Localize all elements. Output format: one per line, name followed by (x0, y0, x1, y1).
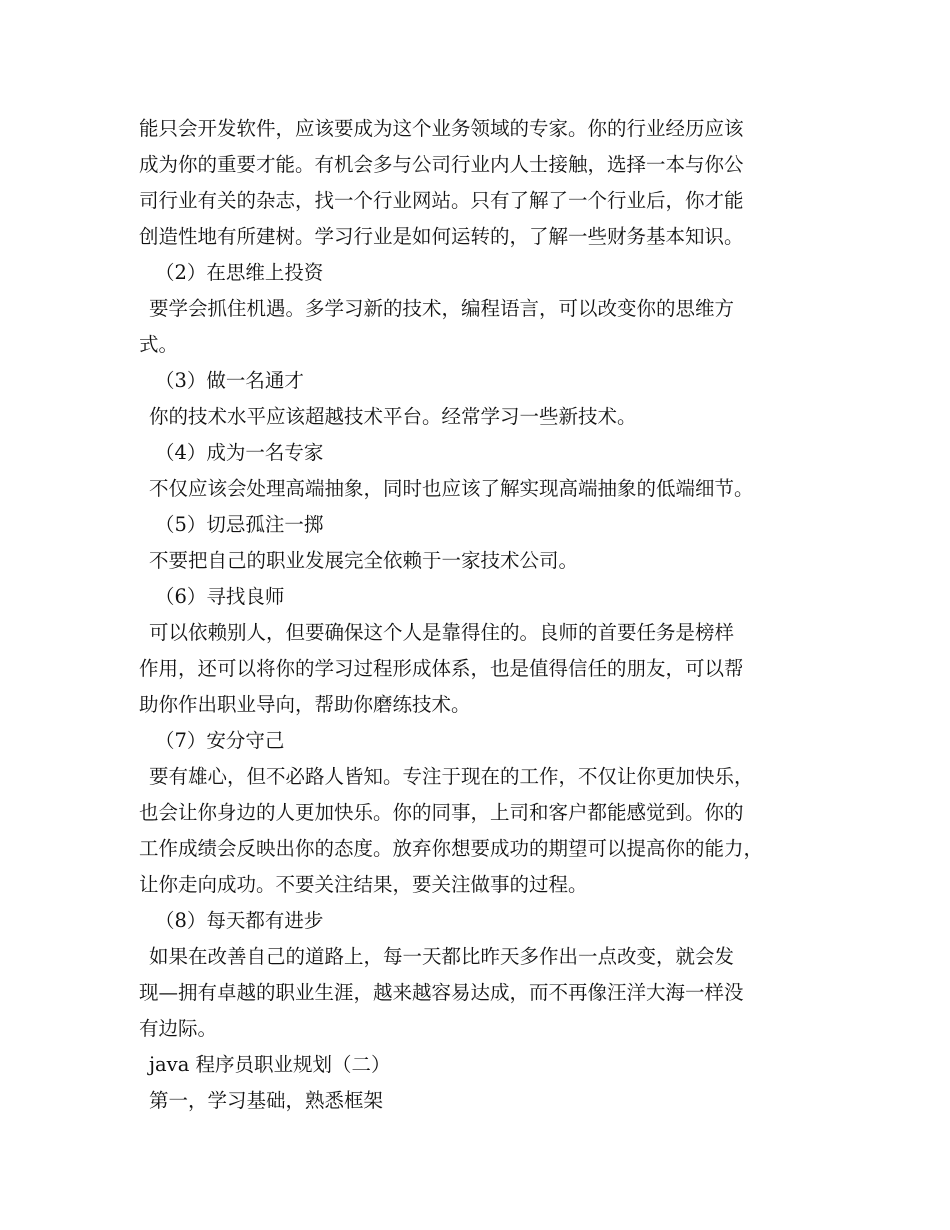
paragraph-line: 成为你的重要才能。有机会多与公司行业内人士接触，选择一本与你公 (139, 153, 744, 176)
paragraph-line: 工作成绩会反映出你的态度。放弃你想要成功的期望可以提高你的能力， (139, 837, 764, 860)
section-heading: 第一，学习基础，熟悉框架 (149, 1089, 384, 1112)
paragraph-line: 创造性地有所建树。学习行业是如何运转的，了解一些财务基本知识。 (139, 225, 744, 248)
paragraph-line: 不要把自己的职业发展完全依赖于一家技术公司。 (149, 549, 579, 572)
paragraph-line: 助你作出职业导向，帮助你磨练技术。 (139, 693, 471, 716)
section-heading: （5）切忌孤注一掷 (155, 513, 324, 536)
paragraph-line: 有边际。 (139, 1017, 218, 1040)
paragraph-line: 式。 (139, 333, 179, 356)
section-heading: （3）做一名通才 (155, 369, 304, 392)
paragraph-line: 现—拥有卓越的职业生涯，越来越容易达成，而不再像汪洋大海一样没 (139, 981, 744, 1004)
section-heading: （4）成为一名专家 (155, 441, 324, 464)
paragraph-line: 如果在改善自己的道路上，每一天都比昨天多作出一点改变，就会发 (149, 945, 735, 968)
paragraph-line: 可以依赖别人，但要确保这个人是靠得住的。良师的首要任务是榜样 (149, 621, 735, 644)
paragraph-line: 让你走向成功。不要关注结果，要关注做事的过程。 (139, 873, 588, 896)
paragraph-line: 司行业有关的杂志，找一个行业网站。只有了解了一个行业后，你才能 (139, 189, 744, 212)
paragraph-line: 也会让你身边的人更加快乐。你的同事，上司和客户都能感觉到。你的 (139, 801, 744, 824)
document-body (139, 111, 829, 1119)
section-heading: （6）寻找良师 (155, 585, 285, 608)
paragraph-line: 作用，还可以将你的学习过程形成体系，也是值得信任的朋友，可以帮 (139, 657, 744, 680)
paragraph-line: 要学会抓住机遇。多学习新的技术，编程语言，可以改变你的思维方 (149, 297, 735, 320)
paragraph-line: 不仅应该会处理高端抽象，同时也应该了解实现高端抽象的低端细节。 (149, 477, 754, 500)
section-heading: （2）在思维上投资 (155, 261, 324, 284)
paragraph-line: 要有雄心，但不必路人皆知。专注于现在的工作，不仅让你更加快乐， (149, 765, 754, 788)
section-heading: （7）安分守己 (155, 729, 285, 752)
paragraph-line: 能只会开发软件，应该要成为这个业务领域的专家。你的行业经历应该 (139, 117, 744, 140)
paragraph-line: 你的技术水平应该超越技术平台。经常学习一些新技术。 (149, 405, 637, 428)
article-heading: java 程序员职业规划（二） (149, 1053, 391, 1076)
section-heading: （8）每天都有进步 (155, 909, 324, 932)
